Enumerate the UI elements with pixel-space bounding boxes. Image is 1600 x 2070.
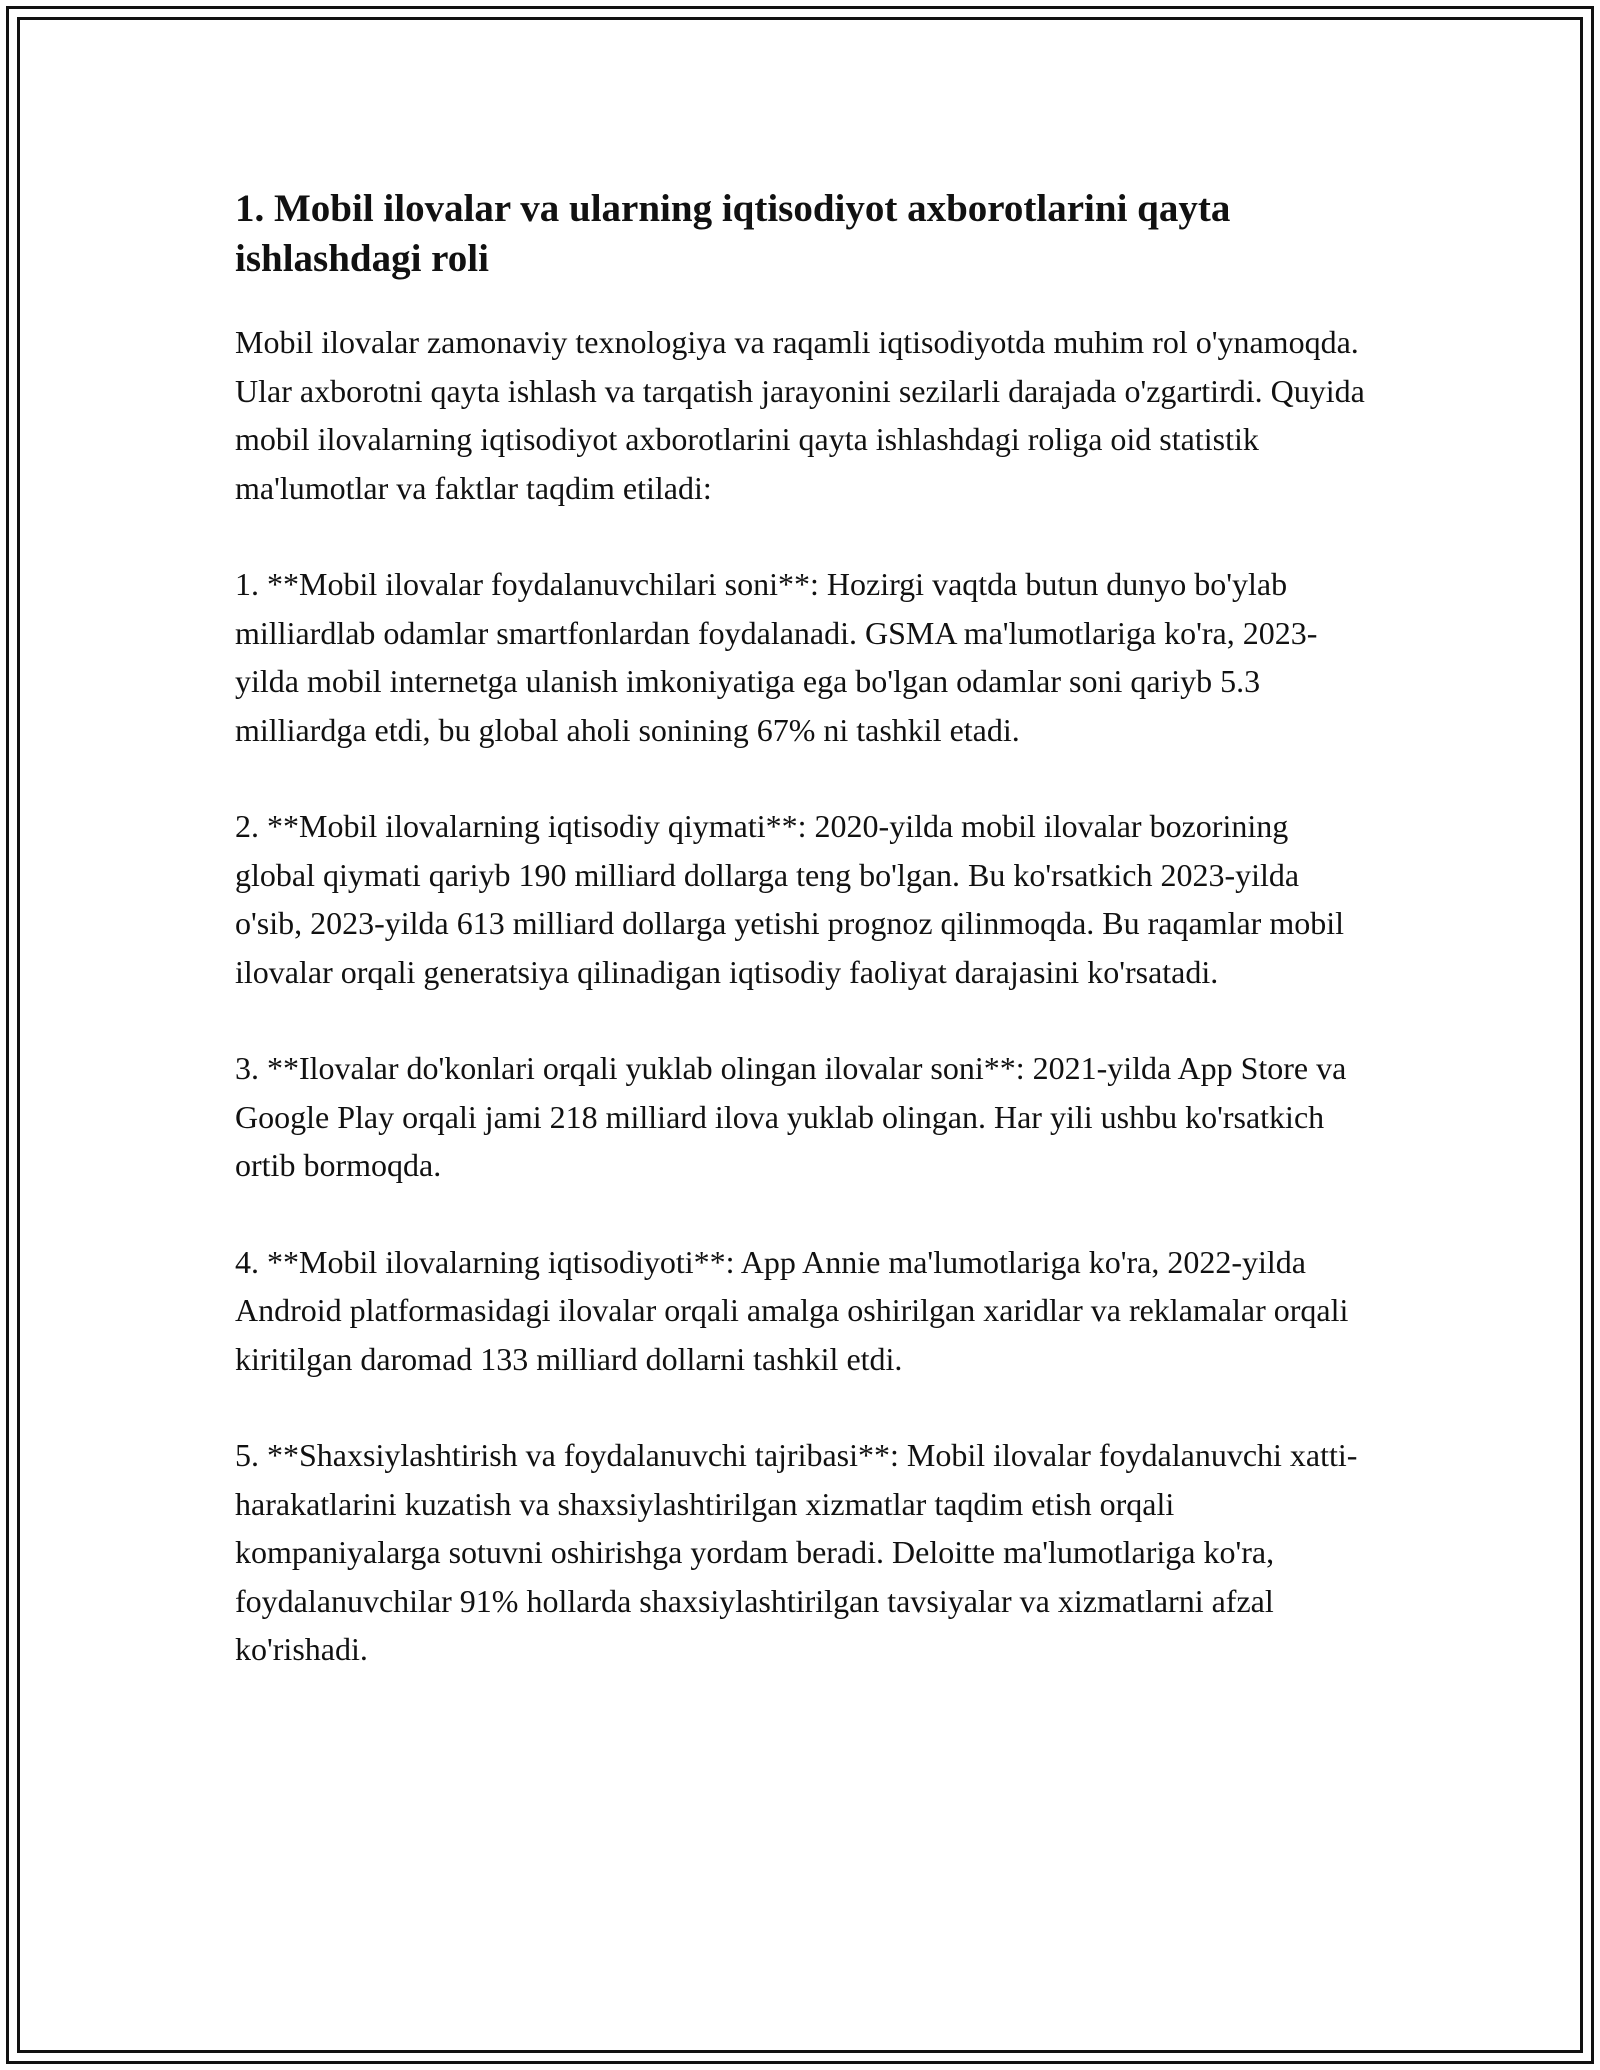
list-item-downloads: 3. **Ilovalar do'konlari orqali yuklab olingan ilovalar soni**: 2021-yilda App Store va Google Play orqali jami 218 milliard ilova yuklab olingan. Har yili ushbu ko'rsatkich ortib bormoqda. <box>235 1050 1347 1183</box>
list-item-users: 1. **Mobil ilovalar foydalanuvchilari soni**: Hozirgi vaqtda butun dunyo bo'ylab milliardlab odamlar smartfonlardan foydalanadi. GSMA ma'lumotlariga ko'ra, 2023-yilda mobil internetga ulanish imkoniyatiga ega bo'lgan odamlar soni qariyb 5.3 milliardga etdi, bu global aholi sonining 67% ni tashkil etadi. <box>235 566 1318 748</box>
list-item-economic-value: 2. **Mobil ilovalarning iqtisodiy qiymati**: 2020-yilda mobil ilovalar bozorining global qiymati qariyb 190 milliard dollarga teng bo'lgan. Bu ko'rsatkich 2023-yilda o'sib, 2023-yilda 613 milliard dollarga yetishi prognoz qilinmoqda. Bu raqamlar mobil ilovalar orqali generatsiya qilinadigan iqtisodiy faoliyat darajasini ko'rsatadi. <box>235 808 1344 990</box>
document-title: 1. Mobil ilovalar va ularning iqtisodiyot axborotlarini qayta ishlashdagi roli <box>235 187 1231 280</box>
list-item-personalization: 5. **Shaxsiylashtirish va foydalanuvchi tajribasi**: Mobil ilovalar foydalanuvchi xatti-harakatlarini kuzatish va shaxsiylashtirilgan xizmatlar taqdim etish orqali kompaniyalarga sotuvni oshirishga yordam beradi. Deloitte ma'lumotlariga ko'ra, foydalanuvchilar 91% hollarda shaxsiylashtirilgan tavsiyalar va xizmatlarni afzal ko'rishadi. <box>235 1437 1358 1667</box>
document-body <box>235 184 1370 1722</box>
intro-paragraph: Mobil ilovalar zamonaviy texnologiya va raqamli iqtisodiyotda muhim rol o'ynamoqda. Ular axborotni qayta ishlash va tarqatish jarayonini sezilarli darajada o'zgartirdi. Quyida mobil ilovalarning iqtisodiyot axborotlarini qayta ishlashdagi roliga oid statistik ma'lumotlar va faktlar taqdim etiladi: <box>235 324 1365 506</box>
list-item-app-economy: 4. **Mobil ilovalarning iqtisodiyoti**: App Annie ma'lumotlariga ko'ra, 2022-yilda Android platformasidagi ilovalar orqali amalga oshirilgan xaridlar va reklamalar orqali kiritilgan daromad 133 milliard dollarni tashkil etdi. <box>235 1243 1349 1377</box>
